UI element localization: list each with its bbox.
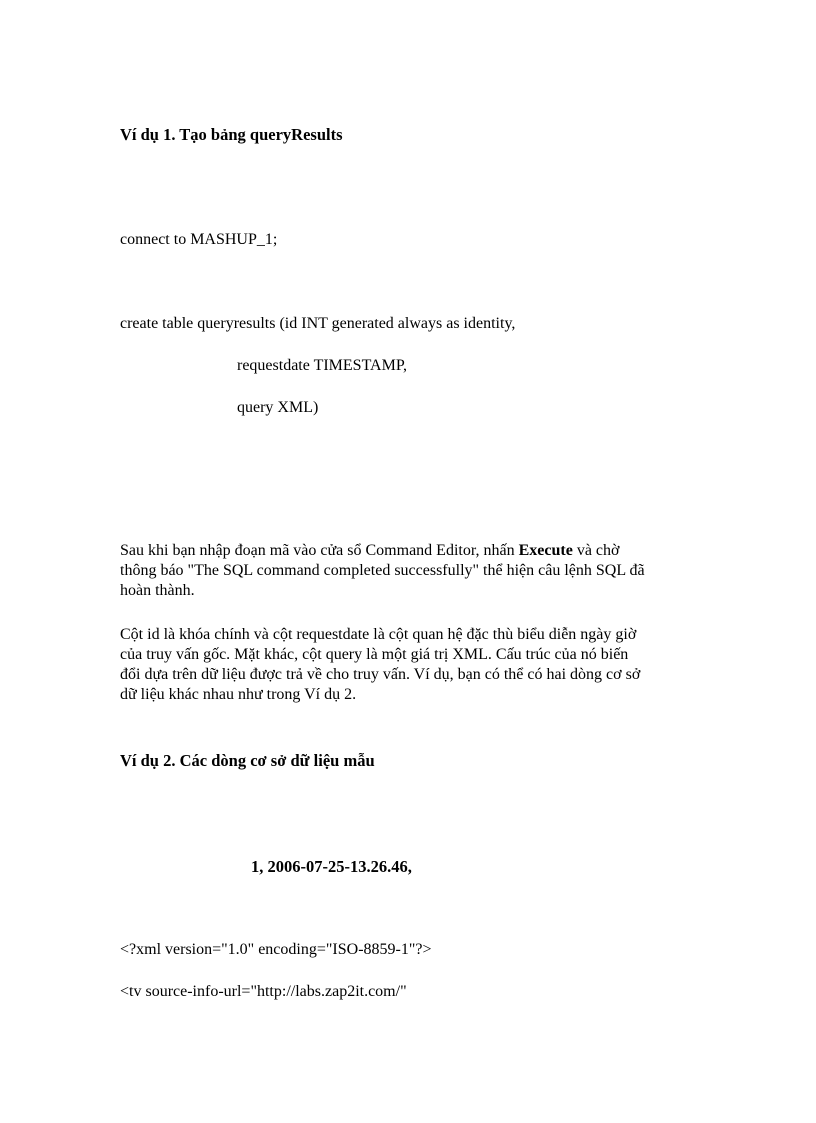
example-1-heading: Ví dụ 1. Tạo bảng queryResults <box>120 125 343 144</box>
paragraph-columns-line-2: của truy vấn gốc. Mặt khác, cột query là một giá trị XML. Cấu trúc của nó biến <box>120 646 629 663</box>
tv-element-line: <tv source-info-url="http://labs.zap2it.com/" <box>120 983 407 1000</box>
code-create-table-line: create table queryresults (id INT generated always as identity, <box>120 315 516 332</box>
paragraph-execute-line-1: Sau khi bạn nhập đoạn mã vào cửa sổ Command Editor, nhấn Execute và chờ <box>120 542 620 559</box>
sample-row-line: 1, 2006-07-25-13.26.46, <box>251 857 412 876</box>
paragraph-execute-line-3: hoàn thành. <box>120 582 195 599</box>
paragraph-execute-line-2: thông báo "The SQL command completed successfully" thể hiện câu lệnh SQL đã <box>120 562 645 579</box>
paragraph-columns-line-4: dữ liệu khác nhau như trong Ví dụ 2. <box>120 686 357 703</box>
paragraph-columns <box>120 625 710 705</box>
code-query-line: query XML) <box>237 399 319 416</box>
paragraph-execute <box>120 541 710 601</box>
xml-declaration-line: <?xml version="1.0" encoding="ISO-8859-1"?> <box>120 941 432 958</box>
code-requestdate-line: requestdate TIMESTAMP, <box>237 357 407 374</box>
paragraph-columns-line-3: đổi dựa trên dữ liệu được trả về cho truy vấn. Ví dụ, bạn có thể có hai dòng cơ sở <box>120 666 641 683</box>
execute-term: Execute <box>518 542 573 559</box>
paragraph-columns-line-1: Cột id là khóa chính và cột requestdate là cột quan hệ đặc thù biểu diễn ngày giờ <box>120 626 637 643</box>
code-connect-line: connect to MASHUP_1; <box>120 231 278 248</box>
example-2-heading: Ví dụ 2. Các dòng cơ sở dữ liệu mẫu <box>120 751 375 770</box>
